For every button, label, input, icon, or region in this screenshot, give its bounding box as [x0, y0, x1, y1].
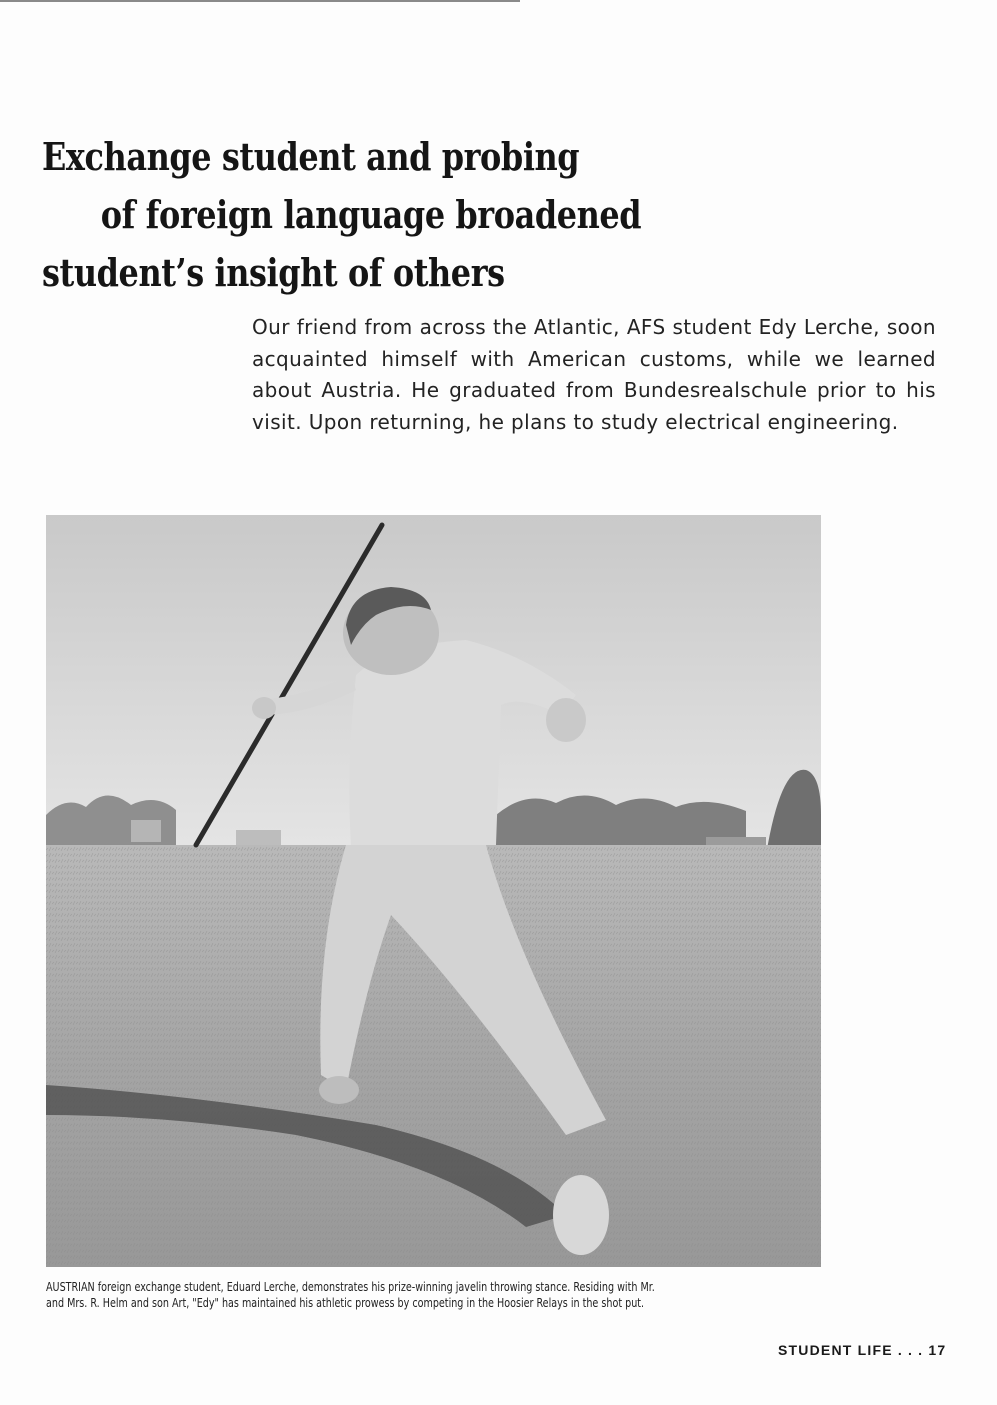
footer-section-label: STUDENT LIFE . . . — [778, 1342, 924, 1358]
intro-paragraph: Our friend from across the Atlantic, AFS student Edy Lerche, soon acquainted himself with American customs, while we learned about Austria. He graduated from Bundesrealschule prior to his visit. Upon returning, he plans to study electrical engineering. — [252, 315, 936, 434]
page-number: 17 — [928, 1342, 947, 1358]
photo-caption — [46, 1279, 835, 1311]
headline-line-1: Exchange student and probing — [42, 134, 580, 179]
page-headline — [42, 128, 642, 302]
page-footer — [778, 1342, 948, 1358]
caption-line-1: AUSTRIAN foreign exchange student, Eduard Lerche, demonstrates his prize-winning javelin throwing stance. Residing with Mr. — [46, 1279, 655, 1294]
javelin-photo — [46, 515, 821, 1267]
top-rule — [0, 0, 520, 2]
headline-line-2: of foreign language broadened — [100, 192, 642, 237]
caption-line-2: and Mrs. R. Helm and son Art, "Edy" has maintained his athletic prowess by competing in the Hoosier Relays in the shot put. — [46, 1295, 645, 1310]
headline-line-3: student’s insight of others — [42, 250, 505, 295]
javelin-thrower-illustration — [46, 515, 821, 1267]
